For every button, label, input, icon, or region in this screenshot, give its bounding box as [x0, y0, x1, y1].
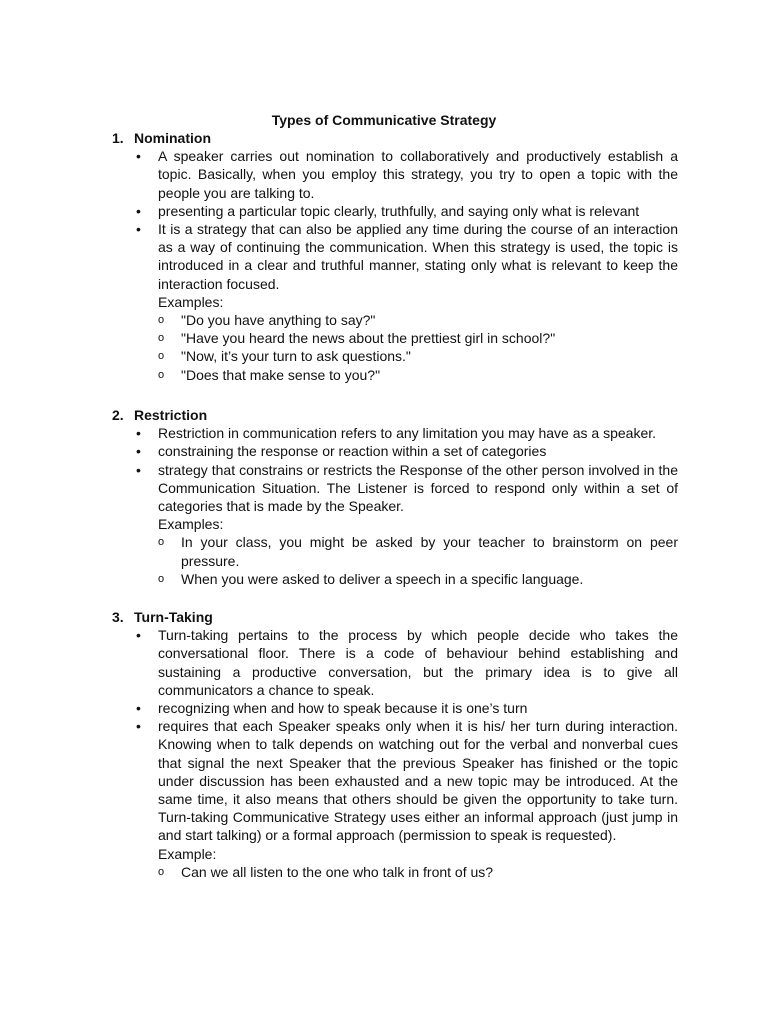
bullet-text: Turn-taking pertains to the process by which people decide who takes the conversational floor. There is a code of behaviour behind establishing and sustaining a productive conversation, but the primary idea is to give all communicators a chance to speak. [158, 627, 678, 698]
examples-label: Examples: [158, 293, 224, 310]
bullet-list [112, 147, 678, 293]
bullet-list [112, 626, 678, 844]
bullet-icon: • [136, 443, 141, 460]
bullet-list [112, 424, 678, 515]
bullet-text: It is a strategy that can also be applied any time during the course of an interaction as a way of continuing the communication. When this strategy is used, the topic is introduced in a clear and truthful manner, stating only what is relevant to keep the interaction focused. [158, 221, 678, 292]
list-item [136, 220, 678, 293]
bullet-icon: • [136, 718, 141, 735]
section-title: Nomination [134, 130, 211, 146]
bullet-icon: • [136, 221, 141, 238]
section-heading [112, 129, 678, 147]
bullet-icon: • [136, 700, 141, 717]
example-item [158, 347, 678, 365]
bullet-icon: • [136, 461, 141, 478]
section-number: 2. [112, 407, 124, 423]
list-item [136, 699, 678, 717]
list-item [136, 626, 678, 699]
circle-bullet-icon: o [158, 350, 165, 363]
circle-bullet-icon: o [158, 368, 165, 381]
example-text: "Do you have anything to say?" [181, 312, 376, 329]
bullet-icon: • [136, 425, 141, 442]
circle-bullet-icon: o [158, 865, 165, 878]
examples-label: Examples: [158, 516, 224, 533]
section-title: Turn-Taking [134, 609, 213, 625]
list-item [136, 147, 678, 202]
bullet-text: presenting a particular topic clearly, truthfully, and saying only what is relevant [158, 202, 640, 219]
section-turn-taking [112, 608, 678, 881]
list-item [136, 202, 678, 220]
example-item [158, 366, 678, 384]
example-item [158, 863, 678, 881]
bullet-text: strategy that constrains or restricts the Response of the other person involved in the Communication Situation. The Listener is forced to respond only within a set of categories that is made by the Speaker. [158, 461, 678, 515]
list-item [136, 461, 678, 516]
example-item [158, 311, 678, 329]
list-item [136, 442, 678, 460]
example-item [158, 533, 678, 569]
example-text: In your class, you might be asked by your teacher to brainstorm on peer pressure. [181, 534, 678, 569]
circle-bullet-icon: o [158, 572, 165, 585]
section-heading [112, 406, 678, 424]
section-heading [112, 608, 678, 626]
bullet-text: A speaker carries out nomination to collaboratively and productively establish a topic. Basically, when you employ this strategy, you try to open a topic with the people you are talking to. [158, 148, 678, 201]
bullet-text: requires that each Speaker speaks only when it is his/ her turn during interaction. Knowing when to talk depends on watching out for the verbal and nonverbal cues that signal the next Speaker that the previous Speaker has finished or the topic under discussion has been exhausted and a new topic may be introduced. At the same time, it also means that others should be given the opportunity to take turn. Turn-taking Communicative Strategy uses either an informal approach (just jump in and start talking) or a formal approach (permission to speak is requested). [158, 718, 678, 844]
bullet-icon: • [136, 148, 141, 165]
circle-bullet-icon: o [158, 536, 165, 549]
list-item [136, 717, 678, 844]
bullet-text: Restriction in communication refers to any limitation you may have as a speaker. [158, 425, 657, 442]
section-number: 1. [112, 130, 124, 146]
section-title: Restriction [134, 407, 208, 423]
bullet-icon: • [136, 627, 141, 644]
section-nomination [112, 129, 678, 384]
example-item [158, 570, 678, 588]
section-restriction [112, 406, 678, 588]
circle-bullet-icon: o [158, 314, 165, 327]
example-item [158, 329, 678, 347]
bullet-text: recognizing when and how to speak because it is one’s turn [158, 700, 528, 717]
bullet-text: constraining the response or reaction within a set of categories [158, 443, 547, 460]
example-text: "Now, it’s your turn to ask questions." [181, 348, 411, 365]
bullet-icon: • [136, 202, 141, 219]
list-item [136, 424, 678, 442]
examples-label: Example: [158, 845, 217, 862]
example-text: "Does that make sense to you?" [181, 366, 381, 383]
example-text: When you were asked to deliver a speech in a specific language. [181, 570, 584, 587]
document-title: Types of Communicative Strategy [271, 112, 497, 128]
example-text: Can we all listen to the one who talk in front of us? [181, 863, 494, 880]
circle-bullet-icon: o [158, 332, 165, 345]
example-text: "Have you heard the news about the prettiest girl in school?" [181, 330, 556, 347]
section-number: 3. [112, 609, 124, 625]
